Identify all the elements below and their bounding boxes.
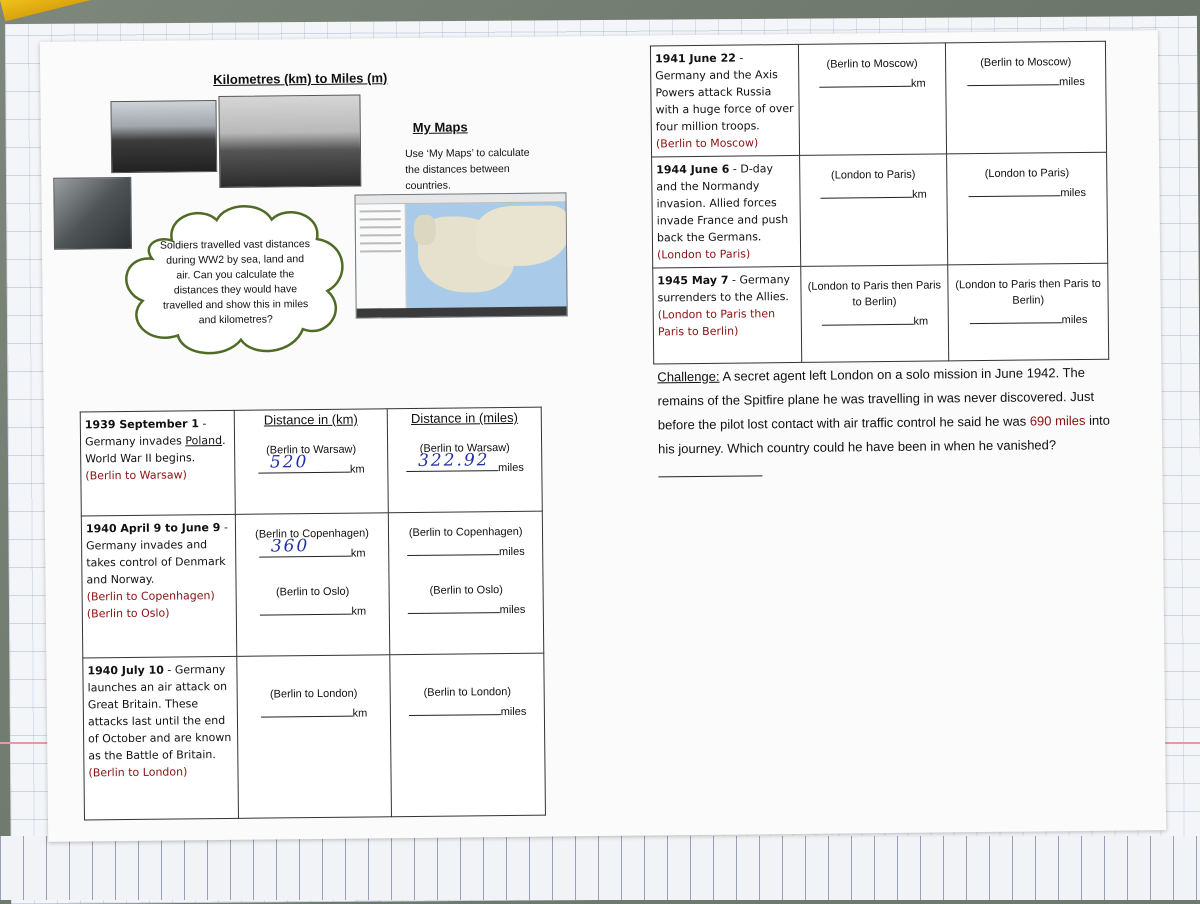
challenge-question	[657, 361, 1128, 486]
miles-answer-blank[interactable]	[968, 181, 1060, 197]
km-cell	[236, 655, 391, 819]
ww2-photo-landing-craft	[110, 100, 217, 173]
handwritten-answer: 322.92	[417, 450, 490, 471]
table-row	[652, 152, 1108, 268]
event-text: . World War II begins.	[85, 433, 226, 466]
unit-label: km	[351, 605, 367, 618]
km-answer-blank[interactable]	[260, 702, 352, 718]
event-cell	[83, 656, 238, 820]
miles-cell	[948, 263, 1109, 361]
miles-route-label: (Berlin to London)	[423, 685, 512, 699]
unit-label: miles	[1059, 75, 1085, 89]
table-row	[80, 407, 542, 516]
miles-route-label: (Berlin to Oslo)	[429, 584, 503, 597]
miles-route-label: (London to Paris)	[984, 167, 1070, 180]
challenge-highlight: 690 miles	[1029, 412, 1086, 429]
km-cell	[800, 265, 949, 363]
km-answer-blank[interactable]	[821, 310, 913, 326]
event-text: - Germany launches an air attack on Great Britain. These attacks last until the end of October and are known as the Battle of Britain.	[87, 662, 232, 763]
event-date: 1945 May 7	[657, 273, 729, 288]
km-cell	[798, 43, 947, 156]
km-answer-blank[interactable]	[259, 600, 351, 616]
event-date: 1944 June 6	[656, 162, 730, 177]
unit-label: km	[350, 547, 366, 560]
europe-map-screenshot	[354, 192, 567, 318]
unit-label: miles	[499, 603, 526, 617]
km-answer-blank[interactable]	[259, 536, 351, 558]
event-date: 1941 June 22	[654, 51, 736, 66]
miles-route-label: (London to Paris then Paris to Berlin)	[955, 277, 1101, 307]
km-cell	[234, 409, 389, 515]
unit-label: km	[910, 77, 926, 90]
unit-label: km	[349, 463, 365, 476]
table-row	[650, 41, 1106, 157]
km-answer-blank[interactable]	[258, 452, 350, 474]
map-side-panel	[356, 204, 407, 311]
taskbar	[357, 306, 567, 317]
table-row	[81, 511, 543, 658]
browser-bar	[355, 193, 565, 204]
cloud-question-text: Soldiers travelled vast distances during WW2 by sea, land and air. Can you calculate the distances they would have travelled and show this in miles and kilometres?	[159, 238, 311, 327]
unit-label: miles	[1060, 186, 1087, 200]
km-route-label: (Berlin to Oslo)	[275, 585, 350, 599]
challenge-text: A secret agent left London on a solo mission in June 1942. The remains of the Spitfire plane he was travelling in was never discovered. Just before the pilot lost contact with air traffic control he said he was	[657, 364, 1095, 433]
handwritten-answer: 360	[270, 536, 310, 557]
km-route-label: (Berlin to London)	[269, 687, 358, 701]
table-row	[83, 653, 546, 820]
event-text: - Germany and the Axis Powers attack Russia with a huge force of over four million troops.	[655, 51, 794, 134]
miles-answer-blank[interactable]	[408, 598, 500, 614]
unit-label: miles	[498, 545, 525, 559]
miles-cell	[946, 41, 1107, 154]
event-link-text: Poland	[185, 433, 223, 448]
event-cell	[80, 410, 235, 516]
route-label: (Berlin to Copenhagen)	[86, 589, 215, 604]
km-cell	[799, 154, 948, 267]
km-column-header: Distance in (km)	[263, 411, 358, 428]
my-maps-instructions: Use ‘My Maps’ to calculate the distances between countries.	[404, 146, 530, 193]
ww2-photo-warship	[218, 95, 361, 188]
miles-answer-blank[interactable]	[409, 700, 501, 716]
left-distance-table	[80, 407, 546, 821]
my-maps-title: My Maps	[412, 119, 468, 135]
unit-label: km	[912, 188, 927, 201]
thought-cloud	[112, 199, 354, 362]
event-text: - D-day and the Normandy invasion. Allied forces invade France and push back the Germans.	[656, 162, 789, 245]
unit-label: miles	[498, 461, 524, 475]
km-cell	[235, 513, 390, 657]
event-text: - Germany invades and takes control of Denmark and Norway.	[86, 520, 228, 587]
miles-cell	[388, 407, 543, 513]
route-label: (London to Paris then Paris to Berlin)	[657, 307, 776, 339]
miles-cell	[947, 152, 1108, 265]
event-cell	[81, 514, 236, 658]
km-answer-blank[interactable]	[819, 72, 911, 88]
event-cell	[650, 44, 799, 157]
route-label: (Berlin to Moscow)	[655, 136, 759, 151]
route-label: (Berlin to Warsaw)	[85, 468, 187, 483]
challenge-answer-blank[interactable]	[658, 462, 762, 477]
km-answer-blank[interactable]	[820, 183, 912, 199]
unit-label: km	[352, 707, 368, 720]
challenge-text: into his journey. Which country could he have been in when he vanished?	[658, 412, 1111, 457]
event-date: 1940 July 10	[87, 663, 164, 678]
worksheet-title: Kilometres (km) to Miles (m)	[213, 70, 388, 88]
miles-cell	[390, 653, 545, 817]
km-route-label: (Berlin to Moscow)	[826, 57, 918, 71]
unit-label: km	[913, 315, 929, 328]
km-route-label: (Berlin to Warsaw)	[266, 443, 357, 457]
route-label: (Berlin to Oslo)	[86, 606, 170, 621]
notebook-lower-page	[0, 836, 1200, 900]
handwritten-answer: 520	[269, 452, 309, 473]
miles-route-label: (Berlin to Copenhagen)	[408, 525, 523, 540]
right-distance-table	[650, 41, 1109, 365]
km-route-label: (London to Paris then Paris to Berlin)	[807, 279, 942, 309]
miles-route-label: (Berlin to Moscow)	[980, 56, 1072, 70]
route-label: (Berlin to London)	[88, 765, 188, 780]
miles-answer-blank[interactable]	[407, 540, 499, 556]
worksheet	[40, 30, 1166, 842]
event-cell	[653, 266, 802, 364]
event-cell	[652, 155, 801, 268]
unit-label: miles	[500, 705, 527, 719]
km-route-label: (Berlin to Copenhagen)	[255, 527, 369, 541]
miles-answer-blank[interactable]	[406, 450, 498, 472]
miles-column-header: Distance in (miles)	[410, 409, 518, 427]
map-land-east	[476, 205, 568, 266]
miles-answer-blank[interactable]	[967, 70, 1059, 86]
miles-route-label: (Berlin to Warsaw)	[419, 441, 510, 455]
event-date: 1940 April 9 to June 9	[85, 521, 221, 536]
event-text: - Germany surrenders to the Allies.	[657, 273, 791, 305]
table-row	[653, 263, 1109, 364]
unit-label: miles	[1061, 313, 1088, 327]
miles-answer-blank[interactable]	[970, 308, 1062, 324]
map-land-britain	[414, 215, 436, 245]
challenge-label: Challenge:	[657, 368, 720, 385]
km-route-label: (London to Paris)	[830, 168, 916, 182]
event-date: 1939 September 1	[84, 417, 200, 432]
route-label: (London to Paris)	[657, 247, 751, 262]
event-text: - Germany invades	[84, 417, 207, 449]
miles-cell	[389, 511, 544, 655]
